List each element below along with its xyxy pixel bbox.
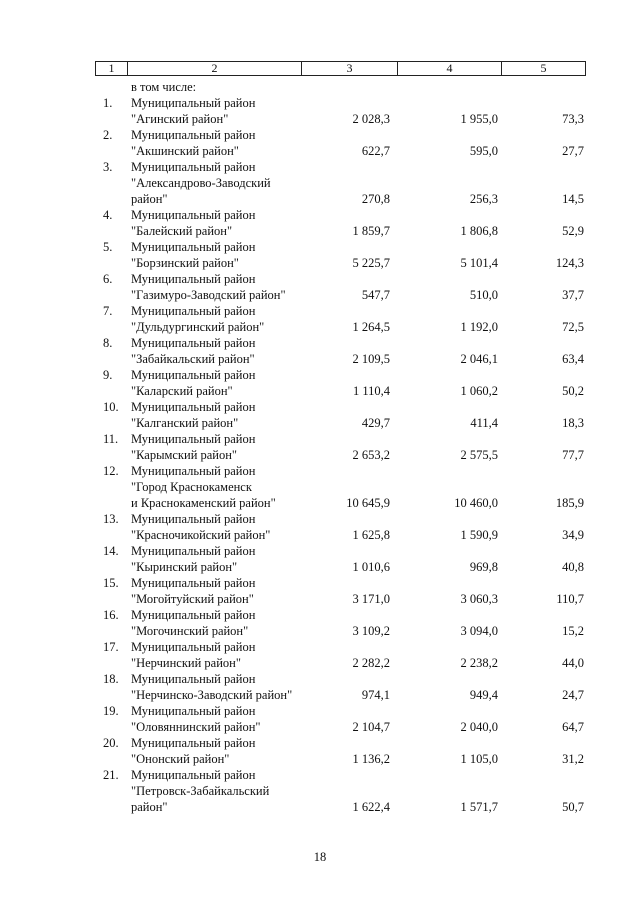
table-row (0, 639, 640, 671)
table-row (0, 431, 640, 463)
row-name (131, 239, 321, 271)
cell-col3: 1 622,4 (352, 800, 390, 814)
cell-col5: 124,3 (555, 256, 584, 270)
row-name-line: Муниципальный район (131, 368, 256, 382)
column-header-2: 2 (128, 62, 302, 75)
cell-col3: 1 110,4 (352, 384, 390, 398)
row-name (131, 511, 321, 543)
cell-col3: 3 109,2 (352, 624, 390, 638)
cell-col4: 969,8 (469, 560, 498, 574)
cell-col3: 547,7 (361, 288, 390, 302)
cell-col4: 1 192,0 (460, 320, 498, 334)
cell-col5: 24,7 (562, 688, 584, 702)
row-number: 20. (103, 736, 119, 750)
row-number: 8. (103, 336, 113, 350)
row-name (131, 767, 321, 815)
row-number: 14. (103, 544, 119, 558)
row-name (131, 159, 321, 207)
row-name (131, 671, 321, 703)
row-name-line: Муниципальный район (131, 544, 256, 558)
cell-col5: 77,7 (562, 448, 584, 462)
cell-col3: 2 104,7 (352, 720, 390, 734)
table-row (0, 271, 640, 303)
row-name-line: Муниципальный район (131, 464, 256, 478)
cell-col5: 50,2 (562, 384, 584, 398)
row-name-line: Муниципальный район (131, 576, 256, 590)
cell-col4: 1 105,0 (460, 752, 498, 766)
cell-col4: 256,3 (469, 192, 498, 206)
row-name-line: Муниципальный район (131, 736, 256, 750)
row-number: 12. (103, 464, 119, 478)
cell-col4: 10 460,0 (454, 496, 498, 510)
cell-col3: 1 136,2 (352, 752, 390, 766)
row-name-line: "Агинский район" (131, 112, 229, 126)
cell-col5: 72,5 (562, 320, 584, 334)
row-name-line: "Красночикойский район" (131, 528, 271, 542)
table-row (0, 367, 640, 399)
row-name-line: Муниципальный район (131, 432, 256, 446)
row-name-line: "Забайкальский район" (131, 352, 255, 366)
cell-col3: 974,1 (361, 688, 390, 702)
row-name-line: "Балейский район" (131, 224, 233, 238)
cell-col3: 2 109,5 (352, 352, 390, 366)
table-row (0, 95, 640, 127)
table-row (0, 335, 640, 367)
table-row (0, 303, 640, 335)
cell-col3: 2 282,2 (352, 656, 390, 670)
row-number: 15. (103, 576, 119, 590)
table-row (0, 239, 640, 271)
row-name (131, 463, 321, 511)
cell-col4: 510,0 (469, 288, 498, 302)
table-row (0, 127, 640, 159)
cell-col4: 595,0 (469, 144, 498, 158)
cell-col5: 64,7 (562, 720, 584, 734)
table-row (0, 463, 640, 511)
table-row (0, 735, 640, 767)
row-number: 7. (103, 304, 113, 318)
row-name-line: "Газимуро-Заводский район" (131, 288, 286, 302)
table-row (0, 543, 640, 575)
row-name (131, 127, 321, 159)
row-number: 18. (103, 672, 119, 686)
cell-col4: 1 955,0 (460, 112, 498, 126)
table-row (0, 703, 640, 735)
row-name (131, 303, 321, 335)
row-name-line: "Калганский район" (131, 416, 239, 430)
cell-col5: 52,9 (562, 224, 584, 238)
cell-col4: 3 094,0 (460, 624, 498, 638)
cell-col5: 40,8 (562, 560, 584, 574)
cell-col4: 1 806,8 (460, 224, 498, 238)
row-name-line: "Карымский район" (131, 448, 238, 462)
cell-col4: 1 571,7 (460, 800, 498, 814)
row-name (131, 207, 321, 239)
column-header-5: 5 (540, 61, 547, 75)
table-row (0, 767, 640, 815)
column-header-4: 4 (398, 62, 502, 75)
cell-col4: 2 040,0 (460, 720, 498, 734)
cell-col4: 5 101,4 (460, 256, 498, 270)
row-name-line: Муниципальный район (131, 336, 256, 350)
cell-col3: 1 625,8 (352, 528, 390, 542)
row-name-line: Муниципальный район (131, 272, 256, 286)
row-number: 19. (103, 704, 119, 718)
column-header-3: 3 (302, 62, 398, 75)
table-row (0, 575, 640, 607)
cell-col5: 31,2 (562, 752, 584, 766)
cell-col3: 1 859,7 (352, 224, 390, 238)
row-number: 11. (103, 432, 119, 446)
row-name-line: Муниципальный район (131, 512, 256, 526)
cell-col4: 1 590,9 (460, 528, 498, 542)
cell-col5: 110,7 (556, 592, 584, 606)
row-name (131, 367, 321, 399)
cell-col4: 949,4 (469, 688, 498, 702)
cell-col5: 73,3 (562, 112, 584, 126)
cell-col5: 37,7 (562, 288, 584, 302)
subheading: в том числе: (131, 80, 197, 94)
row-name-line: "Могойтуйский район" (131, 592, 254, 606)
row-name (131, 703, 321, 735)
row-number: 10. (103, 400, 119, 414)
cell-col3: 270,8 (361, 192, 390, 206)
cell-col3: 10 645,9 (346, 496, 390, 510)
cell-col3: 1 264,5 (352, 320, 390, 334)
row-name (131, 335, 321, 367)
cell-col3: 1 010,6 (352, 560, 390, 574)
row-name-line: Муниципальный район (131, 304, 256, 318)
cell-col5: 44,0 (562, 656, 584, 670)
row-number: 5. (103, 240, 113, 254)
cell-col5: 50,7 (562, 800, 584, 814)
row-name (131, 735, 321, 767)
row-name-line: "Петровск-Забайкальский (131, 784, 270, 798)
cell-col3: 2 653,2 (352, 448, 390, 462)
cell-col4: 411,4 (470, 416, 498, 430)
cell-col4: 2 238,2 (460, 656, 498, 670)
row-name-line: район" (131, 800, 168, 814)
column-header-1: 1 (96, 62, 128, 75)
row-name-line: Муниципальный район (131, 672, 256, 686)
row-name-line: "Дульдургинский район" (131, 320, 265, 334)
row-name-line: Муниципальный район (131, 96, 256, 110)
row-name-line: "Каларский район" (131, 384, 233, 398)
row-name-line: район" (131, 192, 168, 206)
table-row (0, 399, 640, 431)
page-number: 18 (313, 850, 327, 864)
row-name-line: Муниципальный район (131, 640, 256, 654)
row-name (131, 575, 321, 607)
row-name-line: "Борзинский район" (131, 256, 239, 270)
cell-col3: 622,7 (361, 144, 390, 158)
row-number: 9. (103, 368, 113, 382)
column-header-row (95, 61, 586, 76)
cell-col5: 185,9 (555, 496, 584, 510)
row-number: 17. (103, 640, 119, 654)
row-number: 2. (103, 128, 113, 142)
row-name (131, 271, 321, 303)
row-number: 3. (103, 160, 113, 174)
cell-col4: 2 046,1 (460, 352, 498, 366)
table-row (0, 511, 640, 543)
row-name (131, 639, 321, 671)
table-row (0, 207, 640, 239)
row-name-line: Муниципальный район (131, 208, 256, 222)
cell-col4: 3 060,3 (460, 592, 498, 606)
row-name (131, 95, 321, 127)
row-number: 21. (103, 768, 119, 782)
row-name-line: Муниципальный район (131, 704, 256, 718)
cell-col3: 5 225,7 (352, 256, 390, 270)
row-name (131, 607, 321, 639)
row-name-line: "Кыринский район" (131, 560, 238, 574)
row-number: 4. (103, 208, 113, 222)
row-name-line: "Нерчинский район" (131, 656, 241, 670)
row-name-line: Муниципальный район (131, 400, 256, 414)
table-row (0, 607, 640, 639)
table-row (0, 159, 640, 207)
row-name-line: Муниципальный район (131, 608, 256, 622)
cell-col3: 2 028,3 (352, 112, 390, 126)
row-number: 6. (103, 272, 113, 286)
cell-col5: 18,3 (562, 416, 584, 430)
cell-col5: 15,2 (562, 624, 584, 638)
row-name-line: Муниципальный район (131, 160, 256, 174)
row-name-line: Муниципальный район (131, 240, 256, 254)
row-number: 1. (103, 96, 113, 110)
row-name-line: Муниципальный район (131, 768, 256, 782)
cell-col5: 63,4 (562, 352, 584, 366)
row-name-line: "Могочинский район" (131, 624, 249, 638)
row-name-line: Муниципальный район (131, 128, 256, 142)
row-name-line: "Город Краснокаменск (131, 480, 252, 494)
row-name-line: "Оловяннинский район" (131, 720, 261, 734)
cell-col5: 27,7 (562, 144, 584, 158)
cell-col5: 34,9 (562, 528, 584, 542)
row-name-line: и Краснокаменский район" (131, 496, 276, 510)
row-name-line: "Ононский район" (131, 752, 230, 766)
row-name-line: "Акшинский район" (131, 144, 239, 158)
row-number: 13. (103, 512, 119, 526)
cell-col3: 3 171,0 (352, 592, 390, 606)
row-name (131, 543, 321, 575)
row-number: 16. (103, 608, 119, 622)
row-name (131, 431, 321, 463)
cell-col4: 1 060,2 (460, 384, 498, 398)
row-name-line: "Александрово-Заводский (131, 176, 271, 190)
cell-col3: 429,7 (361, 416, 390, 430)
row-name-line: "Нерчинско-Заводский район" (131, 688, 293, 702)
table-row (0, 671, 640, 703)
cell-col4: 2 575,5 (460, 448, 498, 462)
row-name (131, 399, 321, 431)
cell-col5: 14,5 (562, 192, 584, 206)
